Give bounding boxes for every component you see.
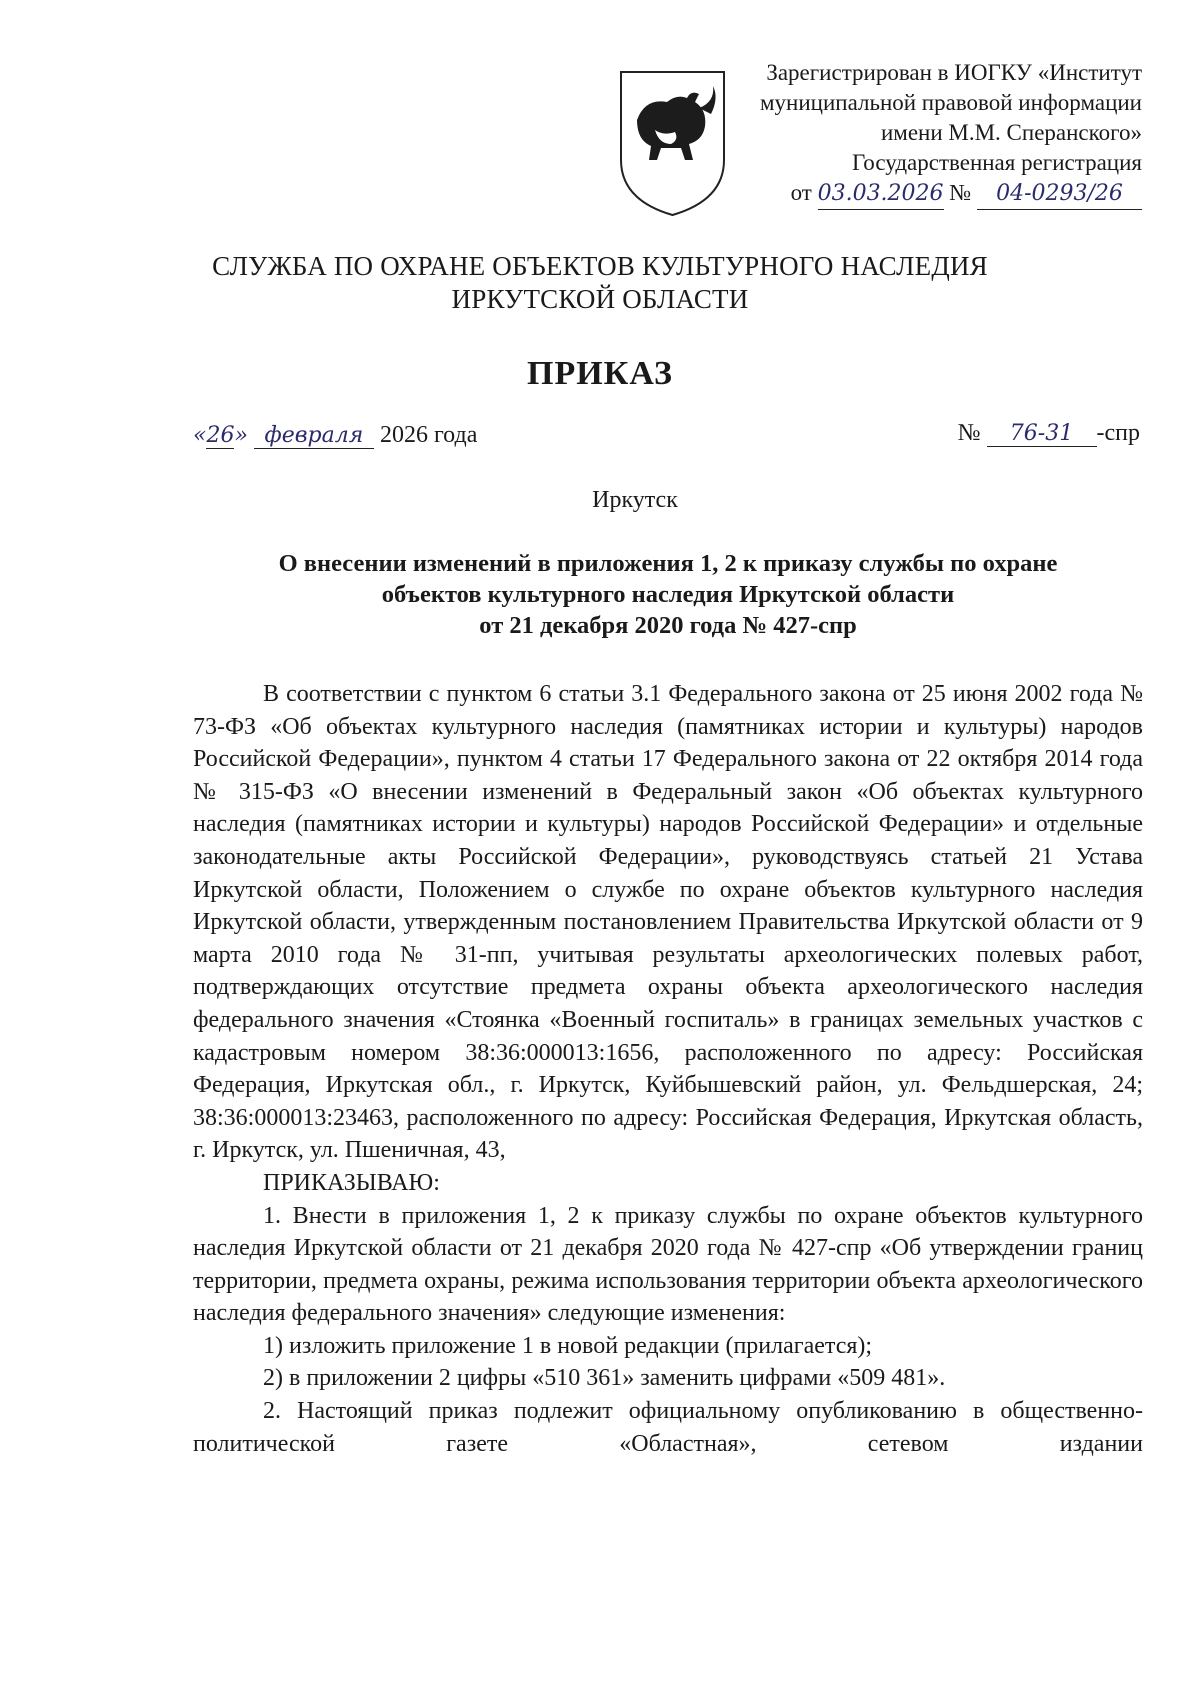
organization-name [0, 250, 1200, 316]
registration-number-handwritten: 04-0293/26 [977, 179, 1142, 210]
order-title: ПРИКАЗ [527, 355, 673, 392]
order-number-label: № [957, 420, 981, 446]
item-1-subitem-1: 1) изложить приложение 1 в новой редакции (прилагается); [263, 1332, 873, 1359]
city-name: Иркутск [592, 487, 678, 513]
registration-number-label: № [949, 180, 972, 205]
organization-line-1: СЛУЖБА ПО ОХРАНЕ ОБЪЕКТОВ КУЛЬТУРНОГО НАСЛЕДИЯ [212, 251, 988, 281]
registration-from-label: от [790, 180, 812, 205]
preamble-paragraph: В соответствии с пунктом 6 статьи 3.1 Федерального закона от 25 июня 2002 года № 73-ФЗ «Об объектах культурного наследия (памятниках истории и культуры) народов Российской Федерации», пунктом 4 статьи 17 Федерального закона от 22 октября 2014 года № 315-ФЗ «О внесении изменений в Федеральный закон «Об объектах культурного наследия (памятниках истории и культуры) народов Российской Федерации» и отдельные законодательные акты Российской Федерации», руководствуясь статьей 21 Устава Иркутской области, Положением о службе по охране объектов культурного наследия Иркутской области, утвержденным постановлением Правительства Иркутской области от 9 марта 2010 года № 31-пп, учитывая результаты археологических полевых работ, подтверждающих отсутствие предмета охраны объекта археологического наследия федерального значения «Стоянка «Военный госпиталь» в границах земельных участков с кадастровым номером 38:36:000013:1656, расположенного по адресу: Российская Федерация, Иркутская обл., г. Иркутск, Куйбышевский район, ул. Фельдшерская, 24; 38:36:000013:23463, расположенного по адресу: Российская Федерация, Иркутская область, г. Иркутск, ул. Пшеничная, 43, [193, 681, 1143, 1164]
date-close-quote: » [234, 423, 248, 448]
heading-line-1: О внесении изменений в приложения 1, 2 к приказу службы по охране [278, 550, 1058, 577]
document-body [193, 678, 1143, 1460]
registration-line-5 [742, 178, 1142, 210]
order-word: ПРИКАЗЫВАЮ: [263, 1169, 440, 1196]
registration-date-handwritten: 03.03.2026 [818, 179, 944, 210]
registration-line-1: Зарегистрирован в ИОГКУ «Институт [766, 60, 1142, 85]
document-heading [193, 548, 1143, 641]
item-2-paragraph: 2. Настоящий приказ подлежит официальному опубликованию в общественно-политической газете «Областная», сетевом издании [193, 1398, 1143, 1457]
heading-line-2: объектов культурного наследия Иркутской области [381, 581, 955, 608]
heading-line-3: от 21 декабря 2020 года № 427-спр [479, 612, 857, 639]
order-number [958, 420, 1140, 447]
date-day-handwritten: 26 [206, 423, 235, 448]
date-open-quote: « [193, 423, 207, 448]
item-1-subitem-2: 2) в приложении 2 цифры «510 361» заменить цифрами «509 481». [263, 1365, 946, 1392]
registration-block [742, 58, 1142, 210]
coat-of-arms-emblem [615, 68, 730, 218]
registration-line-2: муниципальной правовой информации [759, 90, 1142, 115]
registration-line-3: имени М.М. Сперанского» [880, 120, 1142, 145]
date-year: 2026 года [379, 422, 478, 448]
item-1-paragraph: 1. Внести в приложения 1, 2 к приказу службы по охране объектов культурного наследия Иркутской области от 21 декабря 2020 года № 427-спр «Об утверждении границ территории, предмета охраны, режима использования территории объекта археологического наследия федерального значения» следующие изменения: [193, 1202, 1143, 1327]
order-number-handwritten: 76-31 [987, 421, 1097, 447]
order-number-suffix: -спр [1096, 420, 1140, 446]
order-date [193, 422, 477, 449]
registration-line-4: Государственная регистрация [852, 150, 1142, 175]
date-month-handwritten: февраля [254, 423, 374, 449]
organization-line-2: ИРКУТСКОЙ ОБЛАСТИ [451, 284, 749, 314]
